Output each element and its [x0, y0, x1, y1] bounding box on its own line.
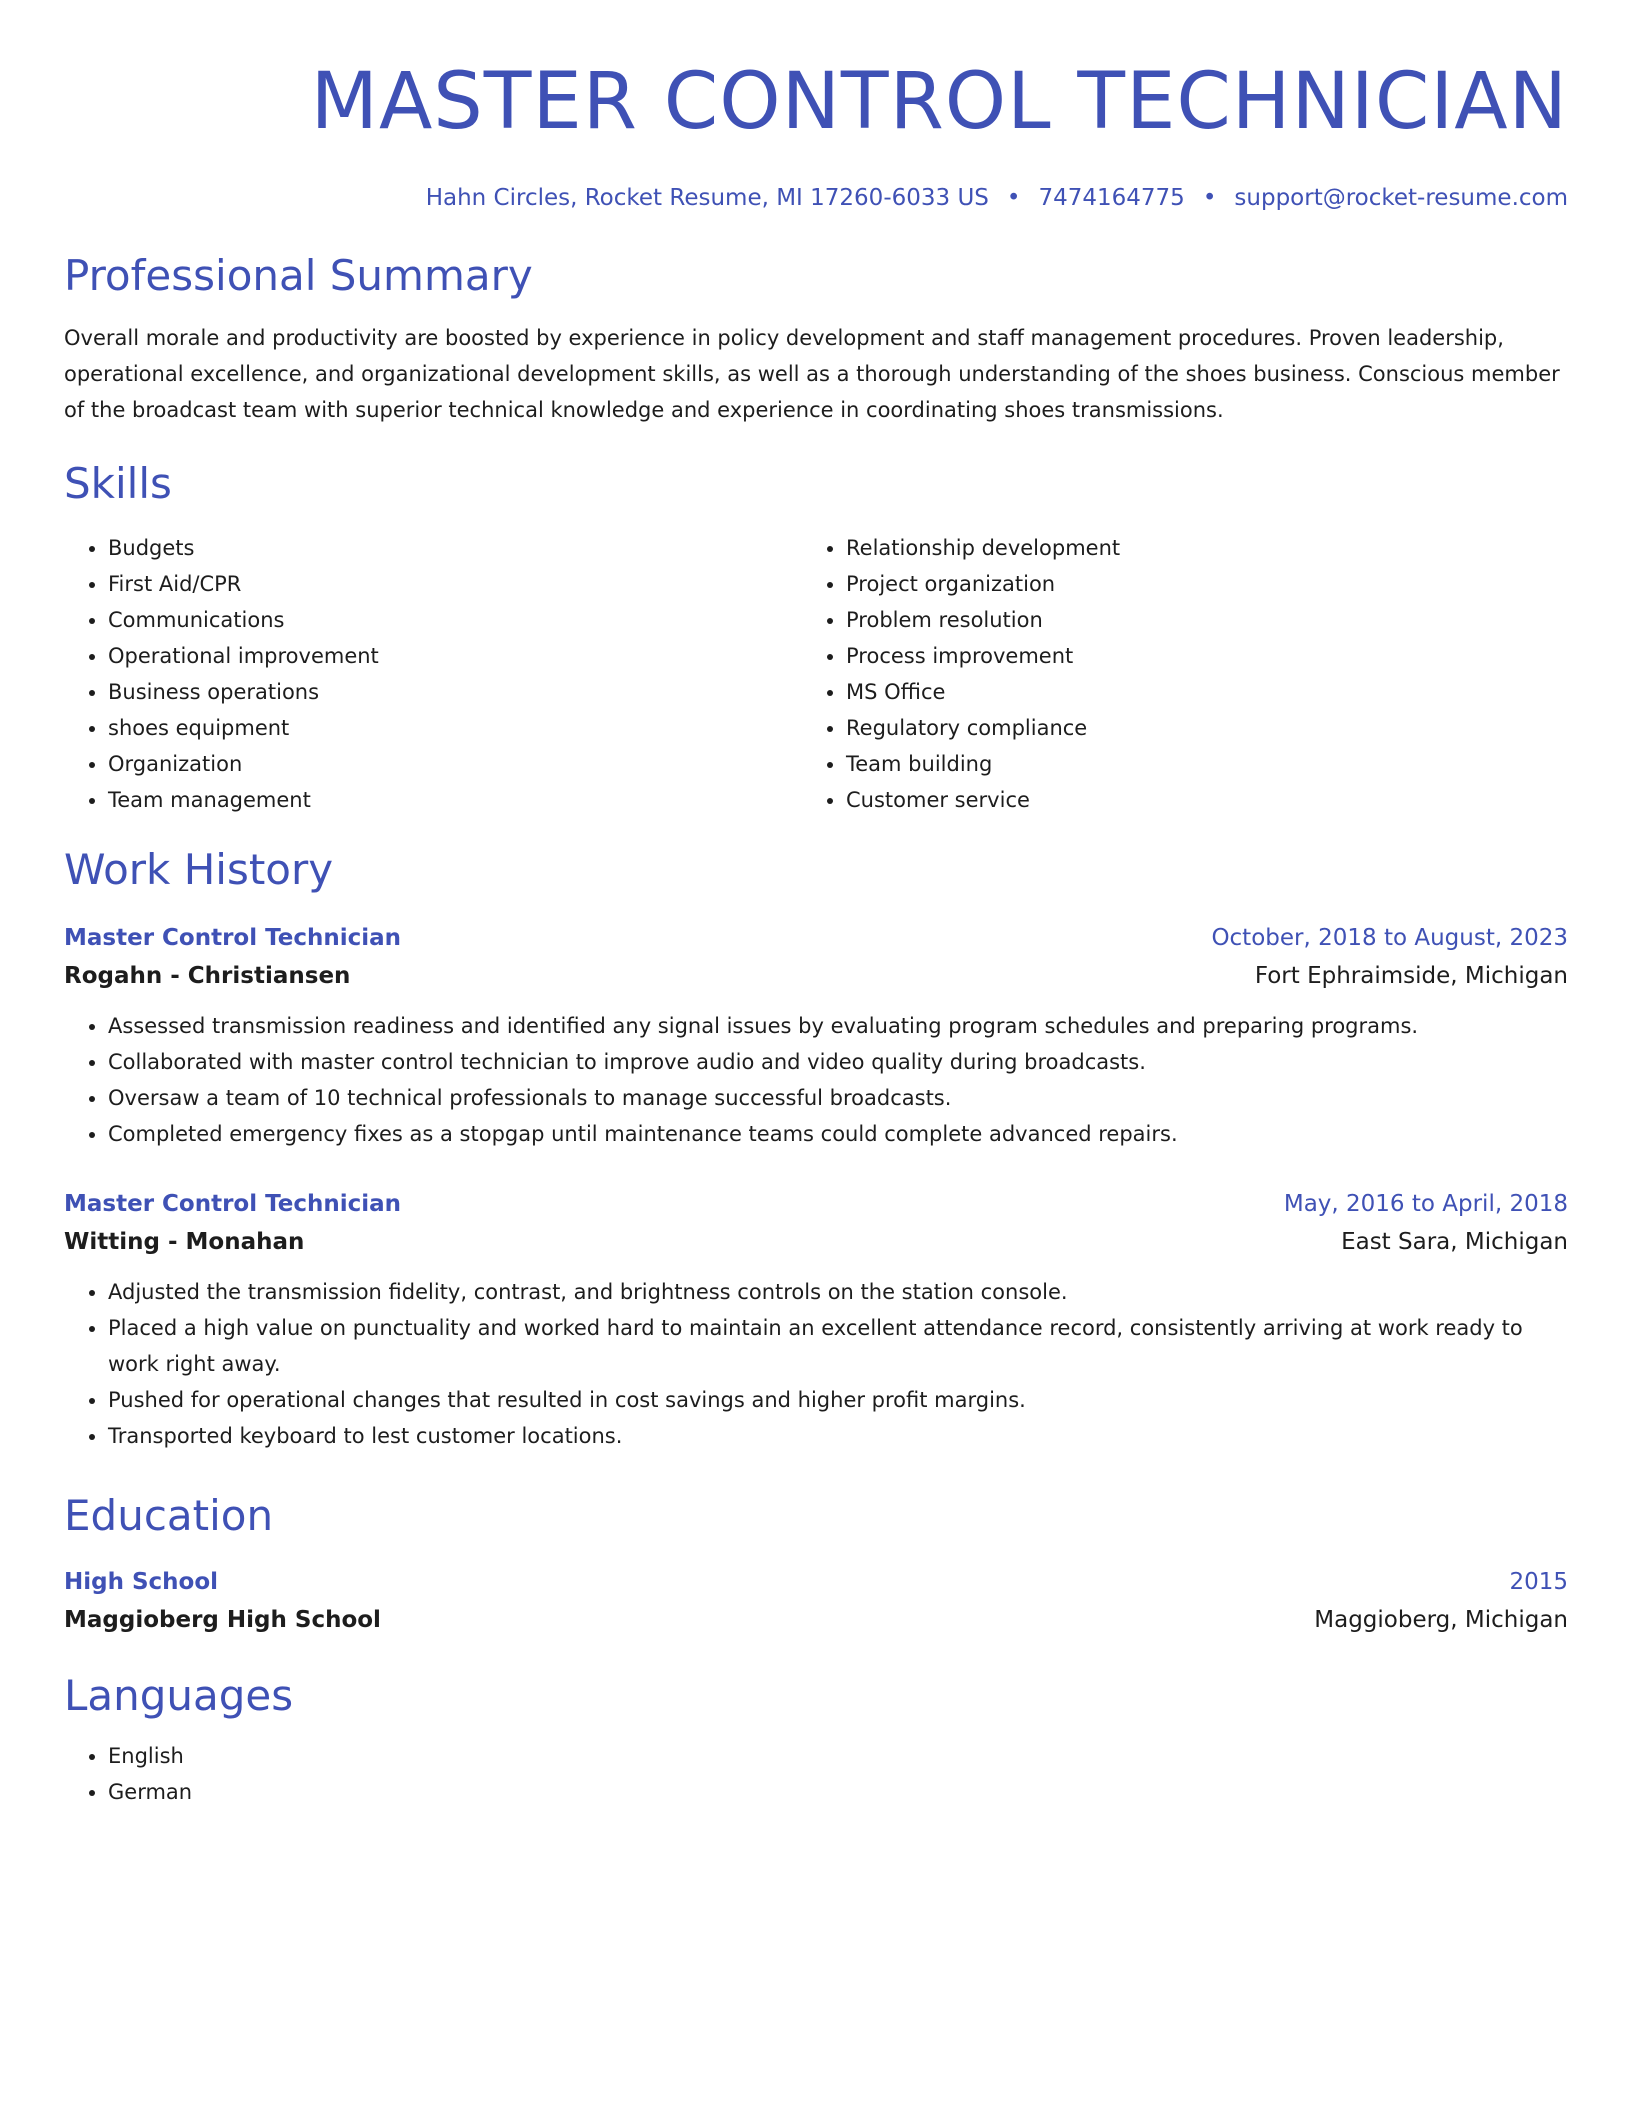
skills-list-left	[64, 530, 802, 818]
job-entry	[64, 1186, 1568, 1454]
job-bullet: • Assessed transmission readiness and identified any signal issues by evaluating program schedules and preparing programs.	[108, 1008, 1568, 1044]
education-degree: High School	[64, 1569, 219, 1595]
skills-grid	[64, 530, 1568, 818]
skill-item: • Business operations	[108, 674, 802, 710]
job-bullet: • Adjusted the transmission fidelity, contrast, and brightness controls on the station console.	[108, 1274, 1568, 1310]
job-title: Master Control Technician	[64, 1191, 402, 1217]
summary-text: Overall morale and productivity are boosted by experience in policy development and staff management procedures. Proven leadership, operational excellence, and organizational development skills, as well as a thorough understanding of the shoes business. Conscious member of the broadcast team with superior technical knowledge and experience in coordinating shoes transmissions.	[64, 326, 1560, 422]
job-entry	[64, 920, 1568, 1152]
education-location: Maggioberg, Michigan	[1314, 1607, 1568, 1633]
job-company-row	[64, 1222, 1568, 1262]
job-title: Master Control Technician	[64, 925, 402, 951]
resume-name: MASTER CONTROL TECHNICIAN	[310, 57, 1568, 147]
job-bullet: • Transported keyboard to lest customer locations.	[108, 1418, 1568, 1454]
contact-address: Hahn Circles, Rocket Resume, MI 17260-6033 US	[425, 185, 989, 211]
skill-item: • MS Office	[846, 674, 1540, 710]
skill-item: • Customer service	[846, 782, 1540, 818]
job-bullets	[64, 1008, 1568, 1152]
job-dates: May, 2016 to April, 2018	[1283, 1191, 1568, 1217]
skill-item: • Organization	[108, 746, 802, 782]
language-item: • English	[108, 1738, 1568, 1774]
job-location: East Sara, Michigan	[1341, 1229, 1568, 1255]
contact-line	[64, 182, 1568, 214]
contact-separator: •	[1006, 185, 1021, 211]
skill-item: • Budgets	[108, 530, 802, 566]
summary-heading: Professional Summary	[64, 251, 533, 300]
job-location: Fort Ephraimside, Michigan	[1254, 963, 1568, 989]
job-bullet: • Oversaw a team of 10 technical professionals to manage successful broadcasts.	[108, 1080, 1568, 1116]
job-company: Rogahn - Christiansen	[64, 963, 351, 989]
education-heading: Education	[64, 1491, 274, 1540]
language-item: • German	[108, 1774, 1568, 1810]
work-history-heading: Work History	[64, 845, 334, 894]
contact-separator: •	[1202, 185, 1217, 211]
job-bullet: • Collaborated with master control technician to improve audio and video quality during broadcasts.	[108, 1044, 1568, 1080]
education-school: Maggioberg High School	[64, 1607, 381, 1633]
contact-phone: 7474164775	[1038, 185, 1185, 211]
education-entry	[64, 1564, 1568, 1640]
job-dates: October, 2018 to August, 2023	[1211, 925, 1568, 951]
education-school-row	[64, 1600, 1568, 1640]
job-bullet: • Placed a high value on punctuality and worked hard to maintain an excellent attendance record, consistently arriving at work ready to work right away.	[108, 1310, 1568, 1382]
job-bullet: • Pushed for operational changes that resulted in cost savings and higher profit margins.	[108, 1382, 1568, 1418]
skill-item: • Regulatory compliance	[846, 710, 1540, 746]
education-year: 2015	[1509, 1569, 1568, 1595]
skills-list-right	[802, 530, 1540, 818]
skill-item: • Problem resolution	[846, 602, 1540, 638]
skill-item: • Process improvement	[846, 638, 1540, 674]
job-company-row	[64, 956, 1568, 996]
skill-item: • Relationship development	[846, 530, 1540, 566]
skill-item: • Team building	[846, 746, 1540, 782]
job-company: Witting - Monahan	[64, 1229, 305, 1255]
job-header-row	[64, 920, 1568, 956]
job-bullet: • Completed emergency fixes as a stopgap until maintenance teams could complete advanced repairs.	[108, 1116, 1568, 1152]
job-bullets	[64, 1274, 1568, 1454]
contact-email: support@rocket-resume.com	[1234, 185, 1568, 211]
skill-item: • Communications	[108, 602, 802, 638]
languages-list	[64, 1738, 1568, 1810]
skill-item: • Team management	[108, 782, 802, 818]
job-header-row	[64, 1186, 1568, 1222]
education-header-row	[64, 1564, 1568, 1600]
skill-item: • First Aid/CPR	[108, 566, 802, 602]
skill-item: • shoes equipment	[108, 710, 802, 746]
skills-heading: Skills	[64, 459, 172, 508]
skill-item: • Operational improvement	[108, 638, 802, 674]
skill-item: • Project organization	[846, 566, 1540, 602]
languages-heading: Languages	[64, 1671, 294, 1720]
